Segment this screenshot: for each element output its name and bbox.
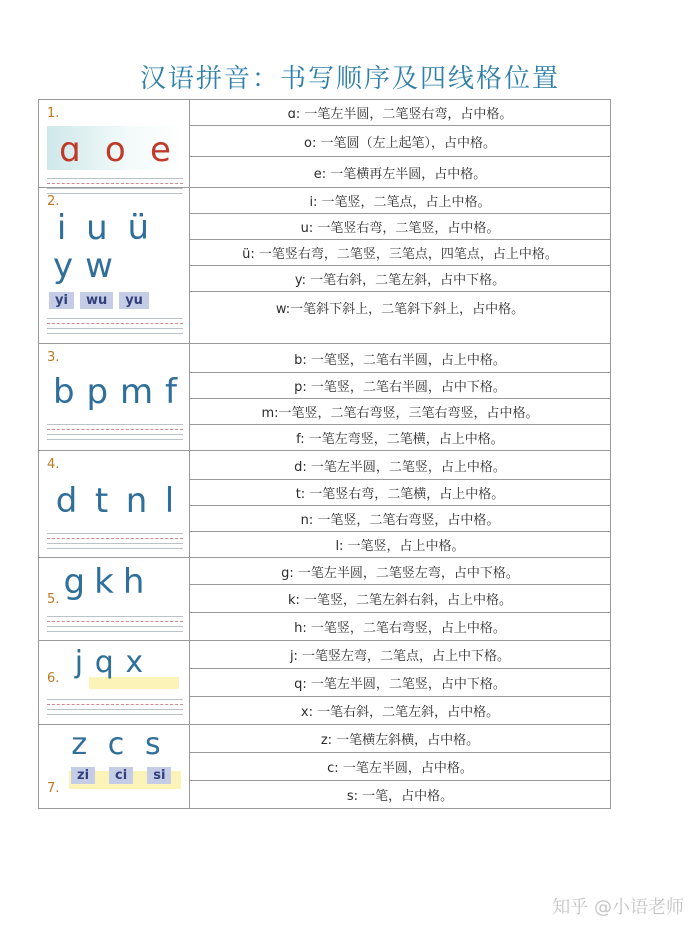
rule-cell: e: 一笔横再左半圆，占中格。 xyxy=(190,157,611,188)
watermark: 知乎 @小语老师 xyxy=(552,897,684,918)
syllable-row xyxy=(71,767,171,784)
rule-cell: c: 一笔左半圆，占中格。 xyxy=(190,753,611,781)
letter: k xyxy=(94,562,114,602)
letters-row xyxy=(69,645,149,680)
letter: c xyxy=(107,727,125,762)
rule-cell: ɑ: 一笔左半圆，二笔竖右弯，占中格。 xyxy=(190,100,611,126)
rule-cell: b: 一笔竖，二笔右半圆，占上中格。 xyxy=(190,344,611,373)
letters-row xyxy=(59,562,149,602)
rule-cell: y: 一笔右斜，二笔左斜，占中下格。 xyxy=(190,266,611,292)
syllable-badge: yi xyxy=(49,292,74,309)
rule-cell: l: 一笔竖，占上中格。 xyxy=(190,532,611,558)
letter: s xyxy=(145,727,161,762)
letter: z xyxy=(71,727,88,762)
group-3-cell xyxy=(39,344,190,451)
syllable-row xyxy=(49,292,149,309)
group-5-cell xyxy=(39,558,190,641)
letter: w xyxy=(85,246,113,286)
letters-row xyxy=(61,727,171,762)
group-number: 7. xyxy=(47,781,60,796)
letter: l xyxy=(164,481,175,521)
group-6-cell xyxy=(39,641,190,725)
letter: b xyxy=(52,372,75,412)
letters-row xyxy=(47,481,183,521)
four-line-grid xyxy=(47,533,183,549)
letter: d xyxy=(55,481,78,521)
letter: h xyxy=(122,562,145,602)
rule-cell: x: 一笔右斜，二笔左斜，占中格。 xyxy=(190,697,611,725)
letter: u xyxy=(86,208,108,248)
letter: o xyxy=(104,130,126,170)
group-number: 2. xyxy=(47,194,60,209)
rule-cell: ü: 一笔竖右弯，二笔竖，三笔点，四笔点，占上中格。 xyxy=(190,240,611,266)
rule-cell: g: 一笔左半圆，二笔竖左弯，占中下格。 xyxy=(190,558,611,585)
letter: t xyxy=(94,481,109,521)
group-number: 6. xyxy=(47,671,60,686)
letter: m xyxy=(119,372,154,412)
rule-cell: h: 一笔竖，二笔右弯竖，占上中格。 xyxy=(190,613,611,641)
letter: j xyxy=(74,645,84,680)
table-row xyxy=(39,558,611,585)
table-row xyxy=(39,344,611,373)
table-row xyxy=(39,188,611,214)
letter: y xyxy=(53,246,74,286)
rule-cell: i: 一笔竖，二笔点，占上中格。 xyxy=(190,188,611,214)
four-line-grid xyxy=(47,699,183,715)
group-number: 5. xyxy=(47,592,60,607)
letters-row xyxy=(47,246,119,286)
group-7-cell xyxy=(39,725,190,809)
letters-row xyxy=(47,130,183,170)
group-number: 3. xyxy=(47,350,60,365)
rule-cell: p: 一笔竖，二笔右半圆，占中下格。 xyxy=(190,373,611,399)
rule-cell: w:一笔斜下斜上，二笔斜下斜上，占中格。 xyxy=(190,292,611,344)
letter: p xyxy=(86,372,109,412)
rule-cell: z: 一笔横左斜横，占中格。 xyxy=(190,725,611,753)
letter: n xyxy=(125,481,148,521)
syllable-badge: si xyxy=(147,767,171,784)
letter: q xyxy=(94,645,114,680)
group-2-cell xyxy=(39,188,190,344)
rule-cell: d: 一笔左半圆，二笔竖，占上中格。 xyxy=(190,451,611,480)
syllable-badge: wu xyxy=(80,292,113,309)
pinyin-table xyxy=(38,99,611,809)
syllable-badge: zi xyxy=(71,767,95,784)
rule-cell: m:一笔竖，二笔右弯竖，三笔右弯竖，占中格。 xyxy=(190,399,611,425)
group-1-cell xyxy=(39,100,190,188)
table-row xyxy=(39,100,611,126)
letter: ɑ xyxy=(59,130,81,170)
syllable-badge: ci xyxy=(109,767,133,784)
page-title: 汉语拼音：书写顺序及四线格位置 xyxy=(139,64,560,94)
letter: i xyxy=(56,208,67,248)
letter: f xyxy=(165,372,178,412)
rule-cell: o: 一笔圆（左上起笔），占中格。 xyxy=(190,126,611,157)
table-row xyxy=(39,451,611,480)
rule-cell: n: 一笔竖，二笔右弯竖，占中格。 xyxy=(190,506,611,532)
rule-cell: j: 一笔竖左弯，二笔点，占上中下格。 xyxy=(190,641,611,669)
letter: g xyxy=(63,562,86,602)
letter: x xyxy=(125,645,144,680)
four-line-grid xyxy=(47,318,183,334)
syllable-badge: yu xyxy=(119,292,149,309)
rule-cell: q: 一笔左半圆，二笔竖，占中下格。 xyxy=(190,669,611,697)
four-line-grid xyxy=(47,424,183,440)
group-4-cell xyxy=(39,451,190,558)
rule-cell: u: 一笔竖右弯，二笔竖，占中格。 xyxy=(190,214,611,240)
group-number: 1. xyxy=(47,106,60,121)
group-number: 4. xyxy=(47,457,60,472)
letter: e xyxy=(149,130,171,170)
table-row xyxy=(39,641,611,669)
four-line-grid xyxy=(47,616,183,632)
rule-cell: k: 一笔竖，二笔左斜右斜，占上中格。 xyxy=(190,585,611,613)
rule-cell: f: 一笔左弯竖，二笔横，占上中格。 xyxy=(190,425,611,451)
rule-cell: s: 一笔，占中格。 xyxy=(190,781,611,809)
rule-cell: t: 一笔竖右弯，二笔横，占上中格。 xyxy=(190,480,611,506)
letter: ü xyxy=(127,208,150,248)
table-row xyxy=(39,725,611,753)
letters-row xyxy=(47,372,183,412)
letters-row xyxy=(47,208,159,248)
